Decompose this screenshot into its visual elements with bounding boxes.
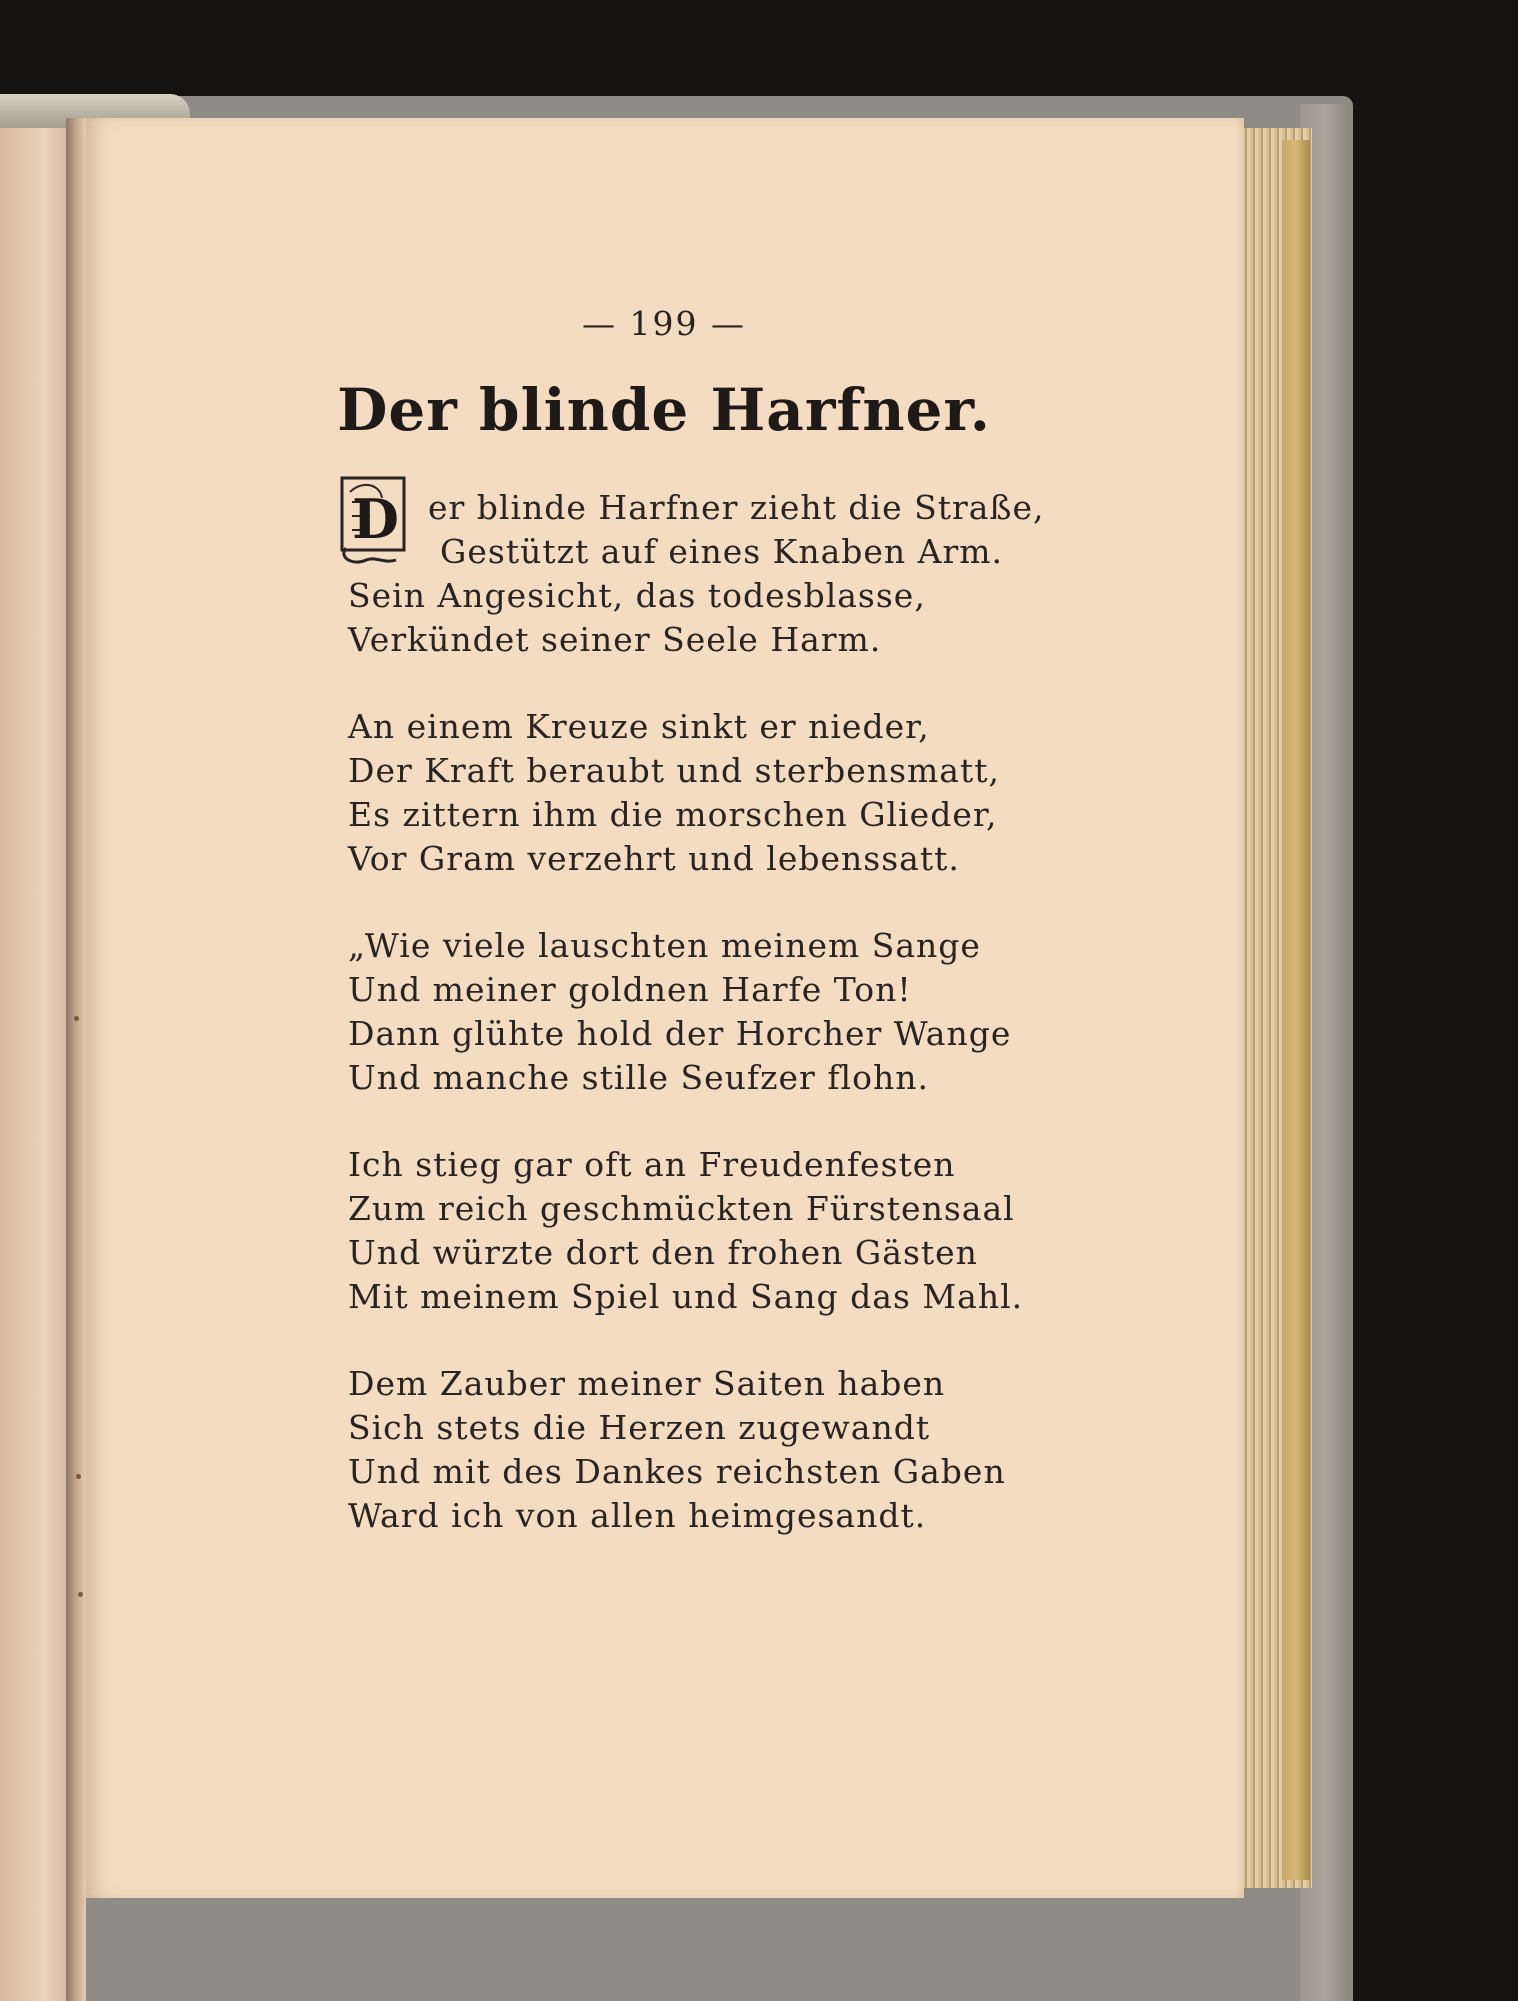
poem-line: Und meiner goldnen Harfe Ton! [348,970,912,1009]
poem-line: Dem Zauber meiner Saiten haben [348,1364,946,1403]
poem-line: Der Kraft beraubt und sterbensmatt, [348,751,1000,790]
poem-line: Zum reich geschmückten Fürstensaal [348,1189,1015,1228]
poem-line: Es zittern ihm die morschen Glieder, [348,795,998,834]
left-page [0,120,76,2001]
poem-line: Ward ich von allen heimgesandt. [348,1496,927,1535]
page-stain [74,1016,79,1021]
dropcap-letter: D [352,487,400,551]
stanza [348,705,1044,881]
poem-line: Sein Angesicht, das todesblasse, [348,576,926,615]
poem-line: Und würzte dort den frohen Gästen [348,1233,978,1272]
poem-line: An einem Kreuze sinkt er nieder, [348,707,930,746]
poem-line: Vor Gram verzehrt und lebenssatt. [348,839,960,878]
poem-body [348,486,1044,1581]
stanza [348,1362,1044,1538]
poem-line: Dann glühte hold der Horcher Wange [348,1014,1012,1053]
poem-title: Der blinde Harfner. [337,376,991,444]
poem-line: Verkündet seiner Seele Harm. [348,620,882,659]
poem-line: Und manche stille Seufzer flohn. [348,1058,929,1097]
page-stain [78,1592,83,1597]
poem-line: Und mit des Dankes reichsten Gaben [348,1452,1006,1491]
book-gutter [66,118,86,2001]
page-number: — 199 — [582,304,746,343]
right-page [84,118,1244,1898]
ornamental-initial [336,472,416,570]
poem-line: „Wie viele lauschten meinem Sange [348,926,981,965]
page-stain [76,1474,81,1479]
poem-line-text: er blinde Harfner zieht die Straße, [428,488,1045,527]
poem-line: Ich stieg gar oft an Freudenfesten [348,1145,956,1184]
page-edge-gilt [1282,140,1310,1880]
poem-line: Sich stets die Herzen zugewandt [348,1408,931,1447]
poem-line: Gestützt auf eines Knaben Arm. [440,532,1004,571]
stanza [348,1143,1044,1319]
poem-line: Mit meinem Spiel und Sang das Mahl. [348,1277,1024,1316]
poem-line [348,486,1045,551]
stanza [348,924,1044,1100]
stanza [348,486,1044,662]
